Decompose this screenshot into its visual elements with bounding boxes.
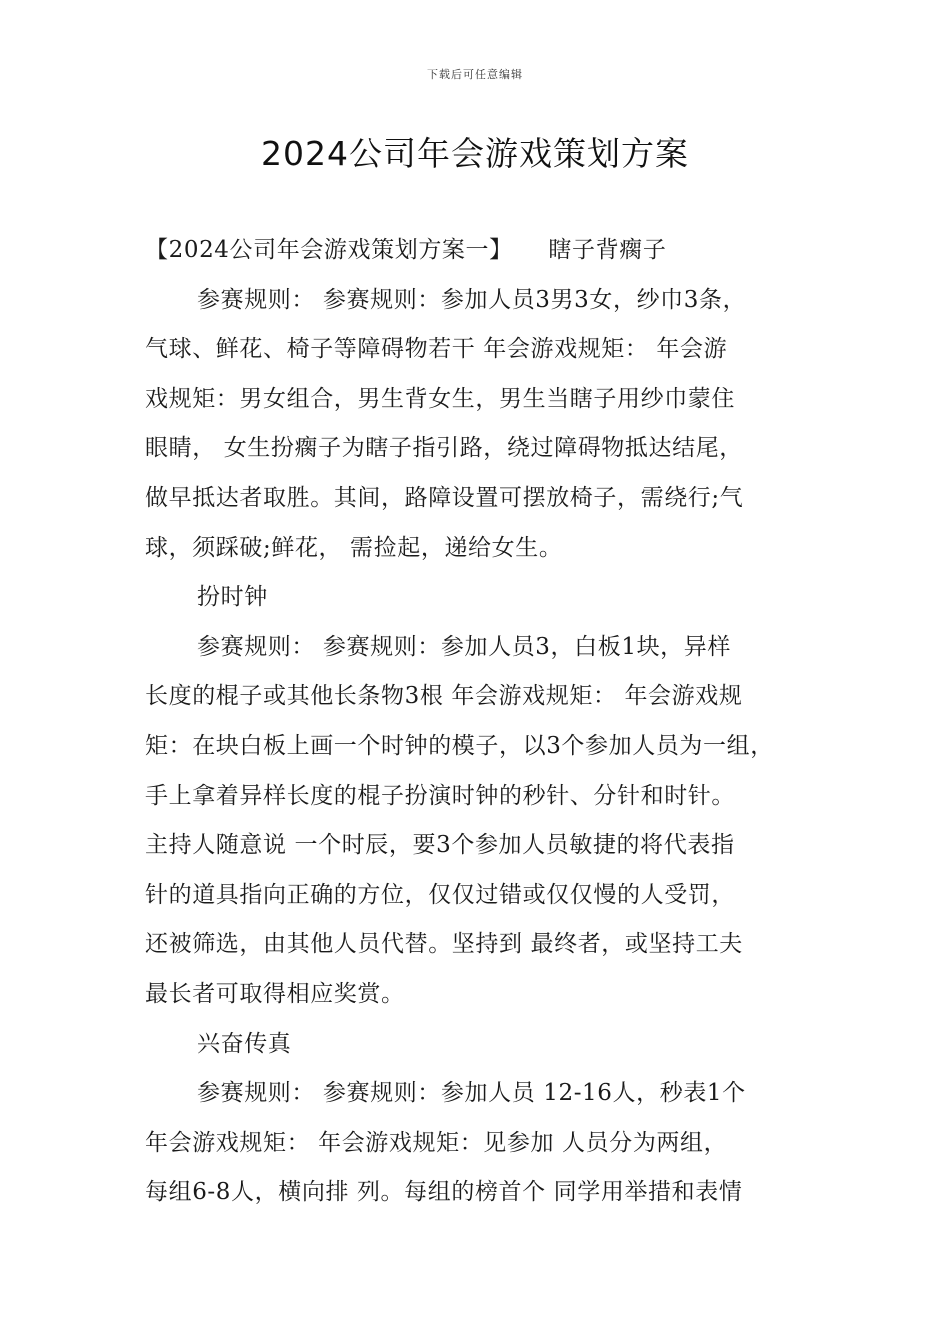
paragraph-line: 戏规矩：男女组合，男生背女生，男生当瞎子用纱巾蒙住 xyxy=(145,385,735,412)
paragraph-line: 参赛规则： 参赛规则：参加人员3，白板1块，异样 xyxy=(197,633,731,660)
paragraph-line: 最长者可取得相应奖赏。 xyxy=(145,980,405,1007)
paragraph-line: 参赛规则： 参赛规则：参加人员 12-16人，秒表1个 xyxy=(197,1080,746,1107)
document-body xyxy=(145,226,810,1218)
game-title: 兴奋传真 xyxy=(197,1030,292,1057)
paragraph-line: 长度的棍子或其他长条物3根 年会游戏规矩： 年会游戏规 xyxy=(145,683,743,710)
paragraph-line: 还被筛选，由其他人员代替。坚持到 最终者，或坚持工夫 xyxy=(145,931,743,958)
paragraph-line: 年会游戏规矩： 年会游戏规矩：见参加 人员分为两组， xyxy=(145,1129,728,1156)
paragraph-line: 气球、鲜花、椅子等障碍物若干 年会游戏规矩： 年会游 xyxy=(145,336,728,363)
paragraph-line: 参赛规则： 参赛规则：参加人员3男3女，纱巾3条， xyxy=(197,286,747,313)
paragraph-line: 每组6-8人，横向排 列。每组的榜首个 同学用举措和表情 xyxy=(145,1179,743,1206)
paragraph-line: 球，须踩破;鲜花， 需捡起，递给女生。 xyxy=(145,534,563,561)
section-heading-1: 【2024公司年会游戏策划方案一】 瞎子背瘸子 xyxy=(145,237,667,263)
paragraph-line: 眼睛， 女生扮瘸子为瞎子指引路，绕过障碍物抵达结尾， xyxy=(145,435,743,462)
game-title: 扮时钟 xyxy=(197,584,268,611)
document-title: 2024公司年会游戏策划方案 xyxy=(261,134,689,173)
header-note: 下载后可任意编辑 xyxy=(427,68,523,81)
paragraph-line: 手上拿着异样长度的棍子扮演时钟的秒针、分针和时针。 xyxy=(145,782,735,809)
paragraph-line: 针的道具指向正确的方位，仅仅过错或仅仅慢的人受罚， xyxy=(145,881,735,908)
paragraph-line: 做早抵达者取胜。其间，路障设置可摆放椅子，需绕行;气 xyxy=(145,484,744,511)
paragraph-line: 主持人随意说 一个时辰，要3个参加人员敏捷的将代表指 xyxy=(145,832,735,859)
paragraph-line: 矩：在块白板上画一个时钟的模子，以3个参加人员为一组， xyxy=(145,732,774,759)
